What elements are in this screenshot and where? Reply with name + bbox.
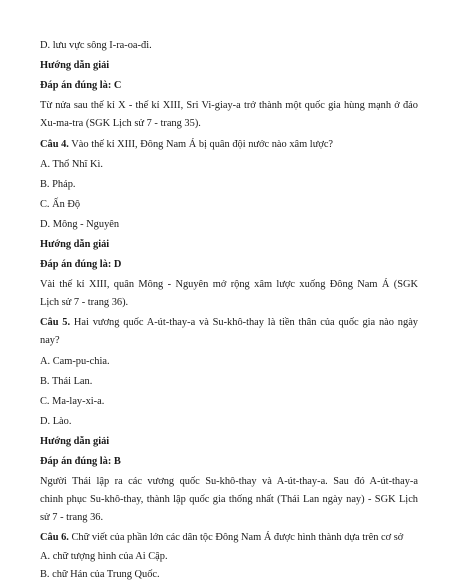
explanation-text: sử 7 - trang 36. <box>40 512 104 524</box>
explanation-text: Người Thái lập ra các vương quốc Su-khô-thay và A-út-thay-a. Sau đó A-út-thay-a <box>40 475 418 487</box>
solution-heading: Hướng dẫn giải <box>40 238 110 250</box>
answer-option: C. Ấn Độ <box>40 198 81 210</box>
question-number: Câu 5. <box>40 317 71 329</box>
answer-option: D. Mông - Nguyên <box>40 218 120 230</box>
solution-heading: Hướng dẫn giải <box>40 435 110 447</box>
question-6 <box>40 531 418 544</box>
explanation-text: Xu-ma-tra (SGK Lịch sử 7 - trang 35). <box>40 118 201 130</box>
explanation-text: Từ nửa sau thế kỉ X - thế kỉ XIII, Sri Vi-giay-a trở thành một quốc gia hùng mạnh ở đảo <box>40 100 418 112</box>
answer-option: D. Lào. <box>40 415 72 427</box>
answer-option: B. Thái Lan. <box>40 375 93 387</box>
question-5 <box>40 316 418 329</box>
answer-option: C. Ma-lay-xi-a. <box>40 395 105 407</box>
answer-option: B. Pháp. <box>40 178 76 190</box>
answer-option: A. Cam-pu-chia. <box>40 355 110 367</box>
question-text: nay? <box>40 335 60 347</box>
question-number: Câu 4. <box>40 138 69 150</box>
explanation-text: Lịch sử 7 - trang 36). <box>40 297 129 309</box>
solution-heading: Hướng dẫn giải <box>40 60 110 71</box>
explanation-text: Vài thế kỉ XIII, quân Mông - Nguyên mở rộng xâm lược xuống Đông Nam Á (SGK <box>40 278 418 290</box>
question-text: Chữ viết của phần lớn các dân tộc Đông Nam Á được hình thành dựa trên cơ sở <box>71 532 404 544</box>
question-number: Câu 6. <box>40 532 69 544</box>
answer-option: D. lưu vực sông I-ra-oa-đi. <box>40 40 152 51</box>
answer-option: B. chữ Hán của Trung Quốc. <box>40 569 160 580</box>
correct-answer: Đáp án đúng là: D <box>40 258 122 270</box>
answer-option: A. Thổ Nhĩ Kì. <box>40 158 104 170</box>
question-text: Vào thế kỉ XIII, Đông Nam Á bị quân đội nước nào xâm lược? <box>71 138 334 150</box>
answer-option: A. chữ tượng hình của Ai Cập. <box>40 550 168 562</box>
question-4 <box>40 138 418 151</box>
correct-answer: Đáp án đúng là: B <box>40 455 121 467</box>
explanation-text: chinh phục Su-khô-thay, thành lập quốc gia thống nhất (Thái Lan ngày nay) - SGK Lịch <box>40 494 418 506</box>
correct-answer: Đáp án đúng là: C <box>40 80 122 92</box>
question-text: Hai vương quốc A-út-thay-a và Su-khô-thay là tiền thân của quốc gia nào ngày <box>73 317 418 329</box>
